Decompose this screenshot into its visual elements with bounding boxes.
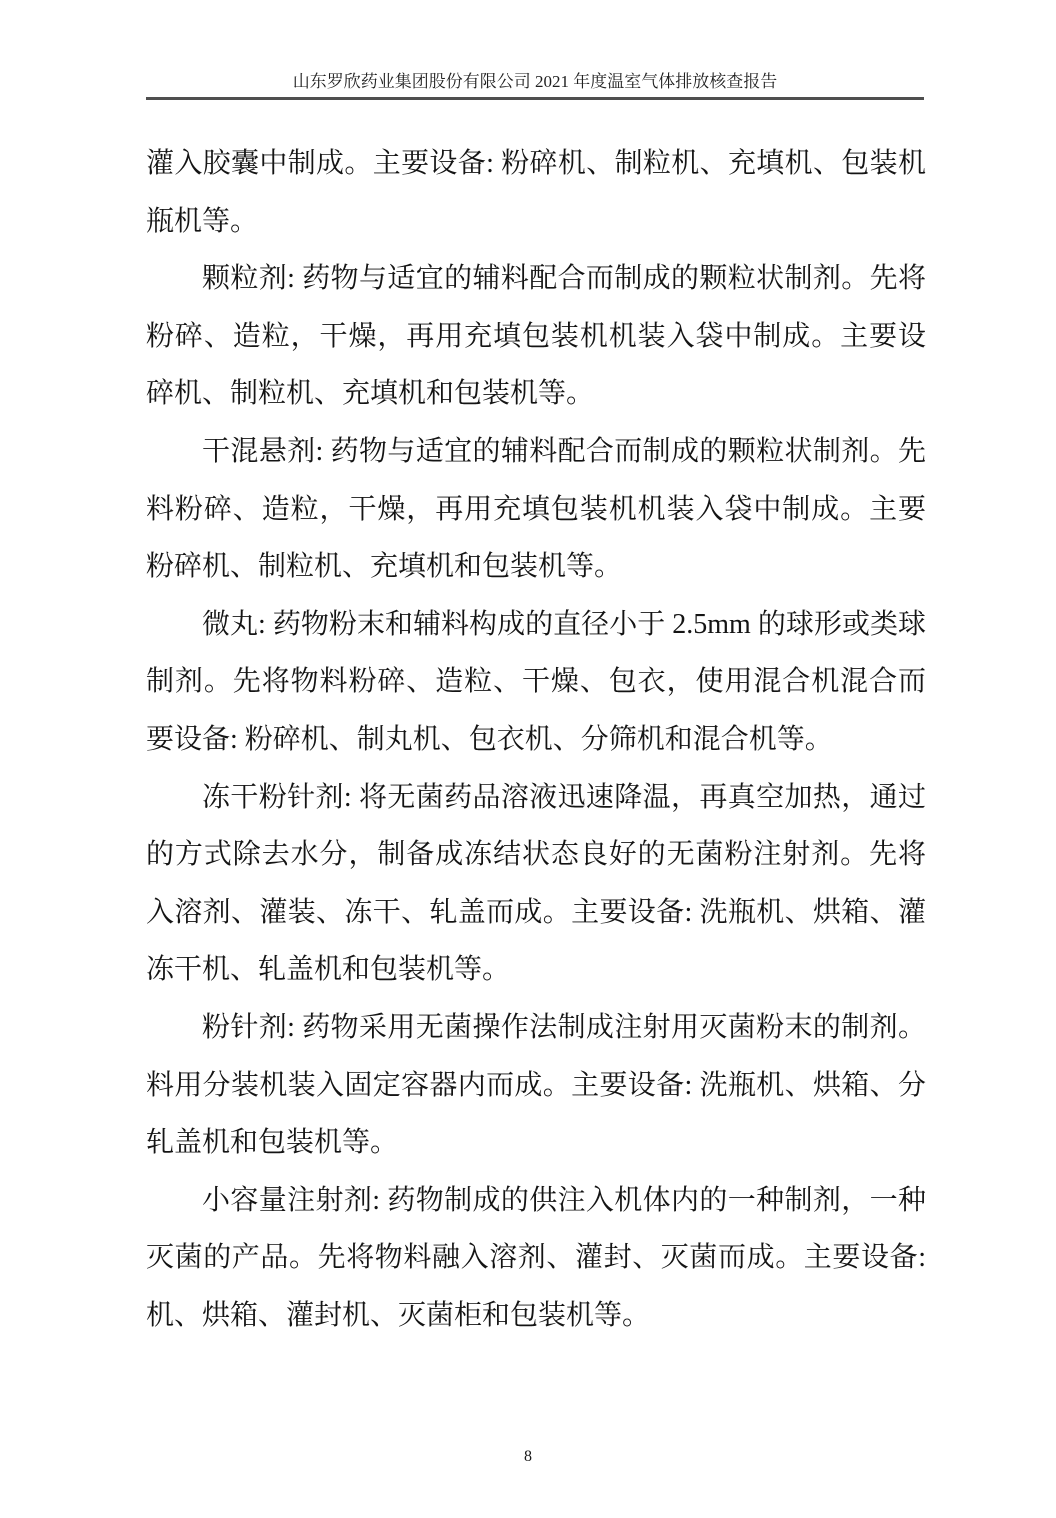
text-line: 制剂。先将物料粉碎、造粒、干燥、包衣，使用混合机混合而 [146,666,926,698]
text-line: 微丸: 药物粉末和辅料构成的直径小于 2.5mm 的球形或类球 [202,608,926,640]
paragraph [146,1172,926,1345]
text-line: 小容量注射剂: 药物制成的供注入机体内的一种制剂，一种 [202,1184,926,1216]
paragraph [146,423,926,596]
text-line: 灭菌的产品。先将物料融入溶剂、灌封、灭菌而成。主要设备: [146,1242,926,1274]
text-line: 粉针剂: 药物采用无菌操作法制成注射用灭菌粉末的制剂。 [202,1011,926,1043]
page-header-title: 山东罗欣药业集团股份有限公司 2021 年度温室气体排放核查报告 [292,72,778,91]
text-line: 料用分装机装入固定容器内而成。主要设备: 洗瓶机、烘箱、分 [146,1069,926,1101]
paragraph [146,596,926,769]
text-line: 粉碎机、制粒机、充填机和包装机等。 [146,551,623,583]
text-line: 要设备: 粉碎机、制丸机、包衣机、分筛机和混合机等。 [146,723,833,755]
page-number: 8 [524,1448,532,1465]
text-line: 的方式除去水分，制备成冻结状态良好的无菌粉注射剂。先将 [146,839,926,871]
text-line: 粉碎、造粒，干燥，再用充填包装机机装入袋中制成。主要设 [146,320,926,352]
text-line: 料粉碎、造粒，干燥，再用充填包装机机装入袋中制成。主要 [146,493,926,525]
text-line: 冻干粉针剂: 将无菌药品溶液迅速降温，再真空加热，通过 [202,781,926,813]
text-line: 碎机、制粒机、充填机和包装机等。 [146,378,595,410]
header-rule [146,97,924,100]
text-line: 机、烘箱、灌封机、灭菌柜和包装机等。 [146,1299,651,1331]
text-line: 入溶剂、灌装、冻干、轧盖而成。主要设备: 洗瓶机、烘箱、灌 [146,896,926,928]
text-line: 颗粒剂: 药物与适宜的辅料配合而制成的颗粒状制剂。先将 [202,263,926,295]
text-line: 瓶机等。 [146,205,259,237]
text-line: 轧盖机和包装机等。 [146,1127,399,1159]
text-line: 冻干机、轧盖机和包装机等。 [146,954,511,986]
paragraph [146,769,926,999]
paragraph [146,999,926,1172]
paragraph [146,135,926,250]
text-line: 干混悬剂: 药物与适宜的辅料配合而制成的颗粒状制剂。先 [202,435,926,467]
text-line: 灌入胶囊中制成。主要设备: 粉碎机、制粒机、充填机、包装机 [146,148,926,179]
paragraph [146,250,926,423]
document-body [146,135,926,1344]
